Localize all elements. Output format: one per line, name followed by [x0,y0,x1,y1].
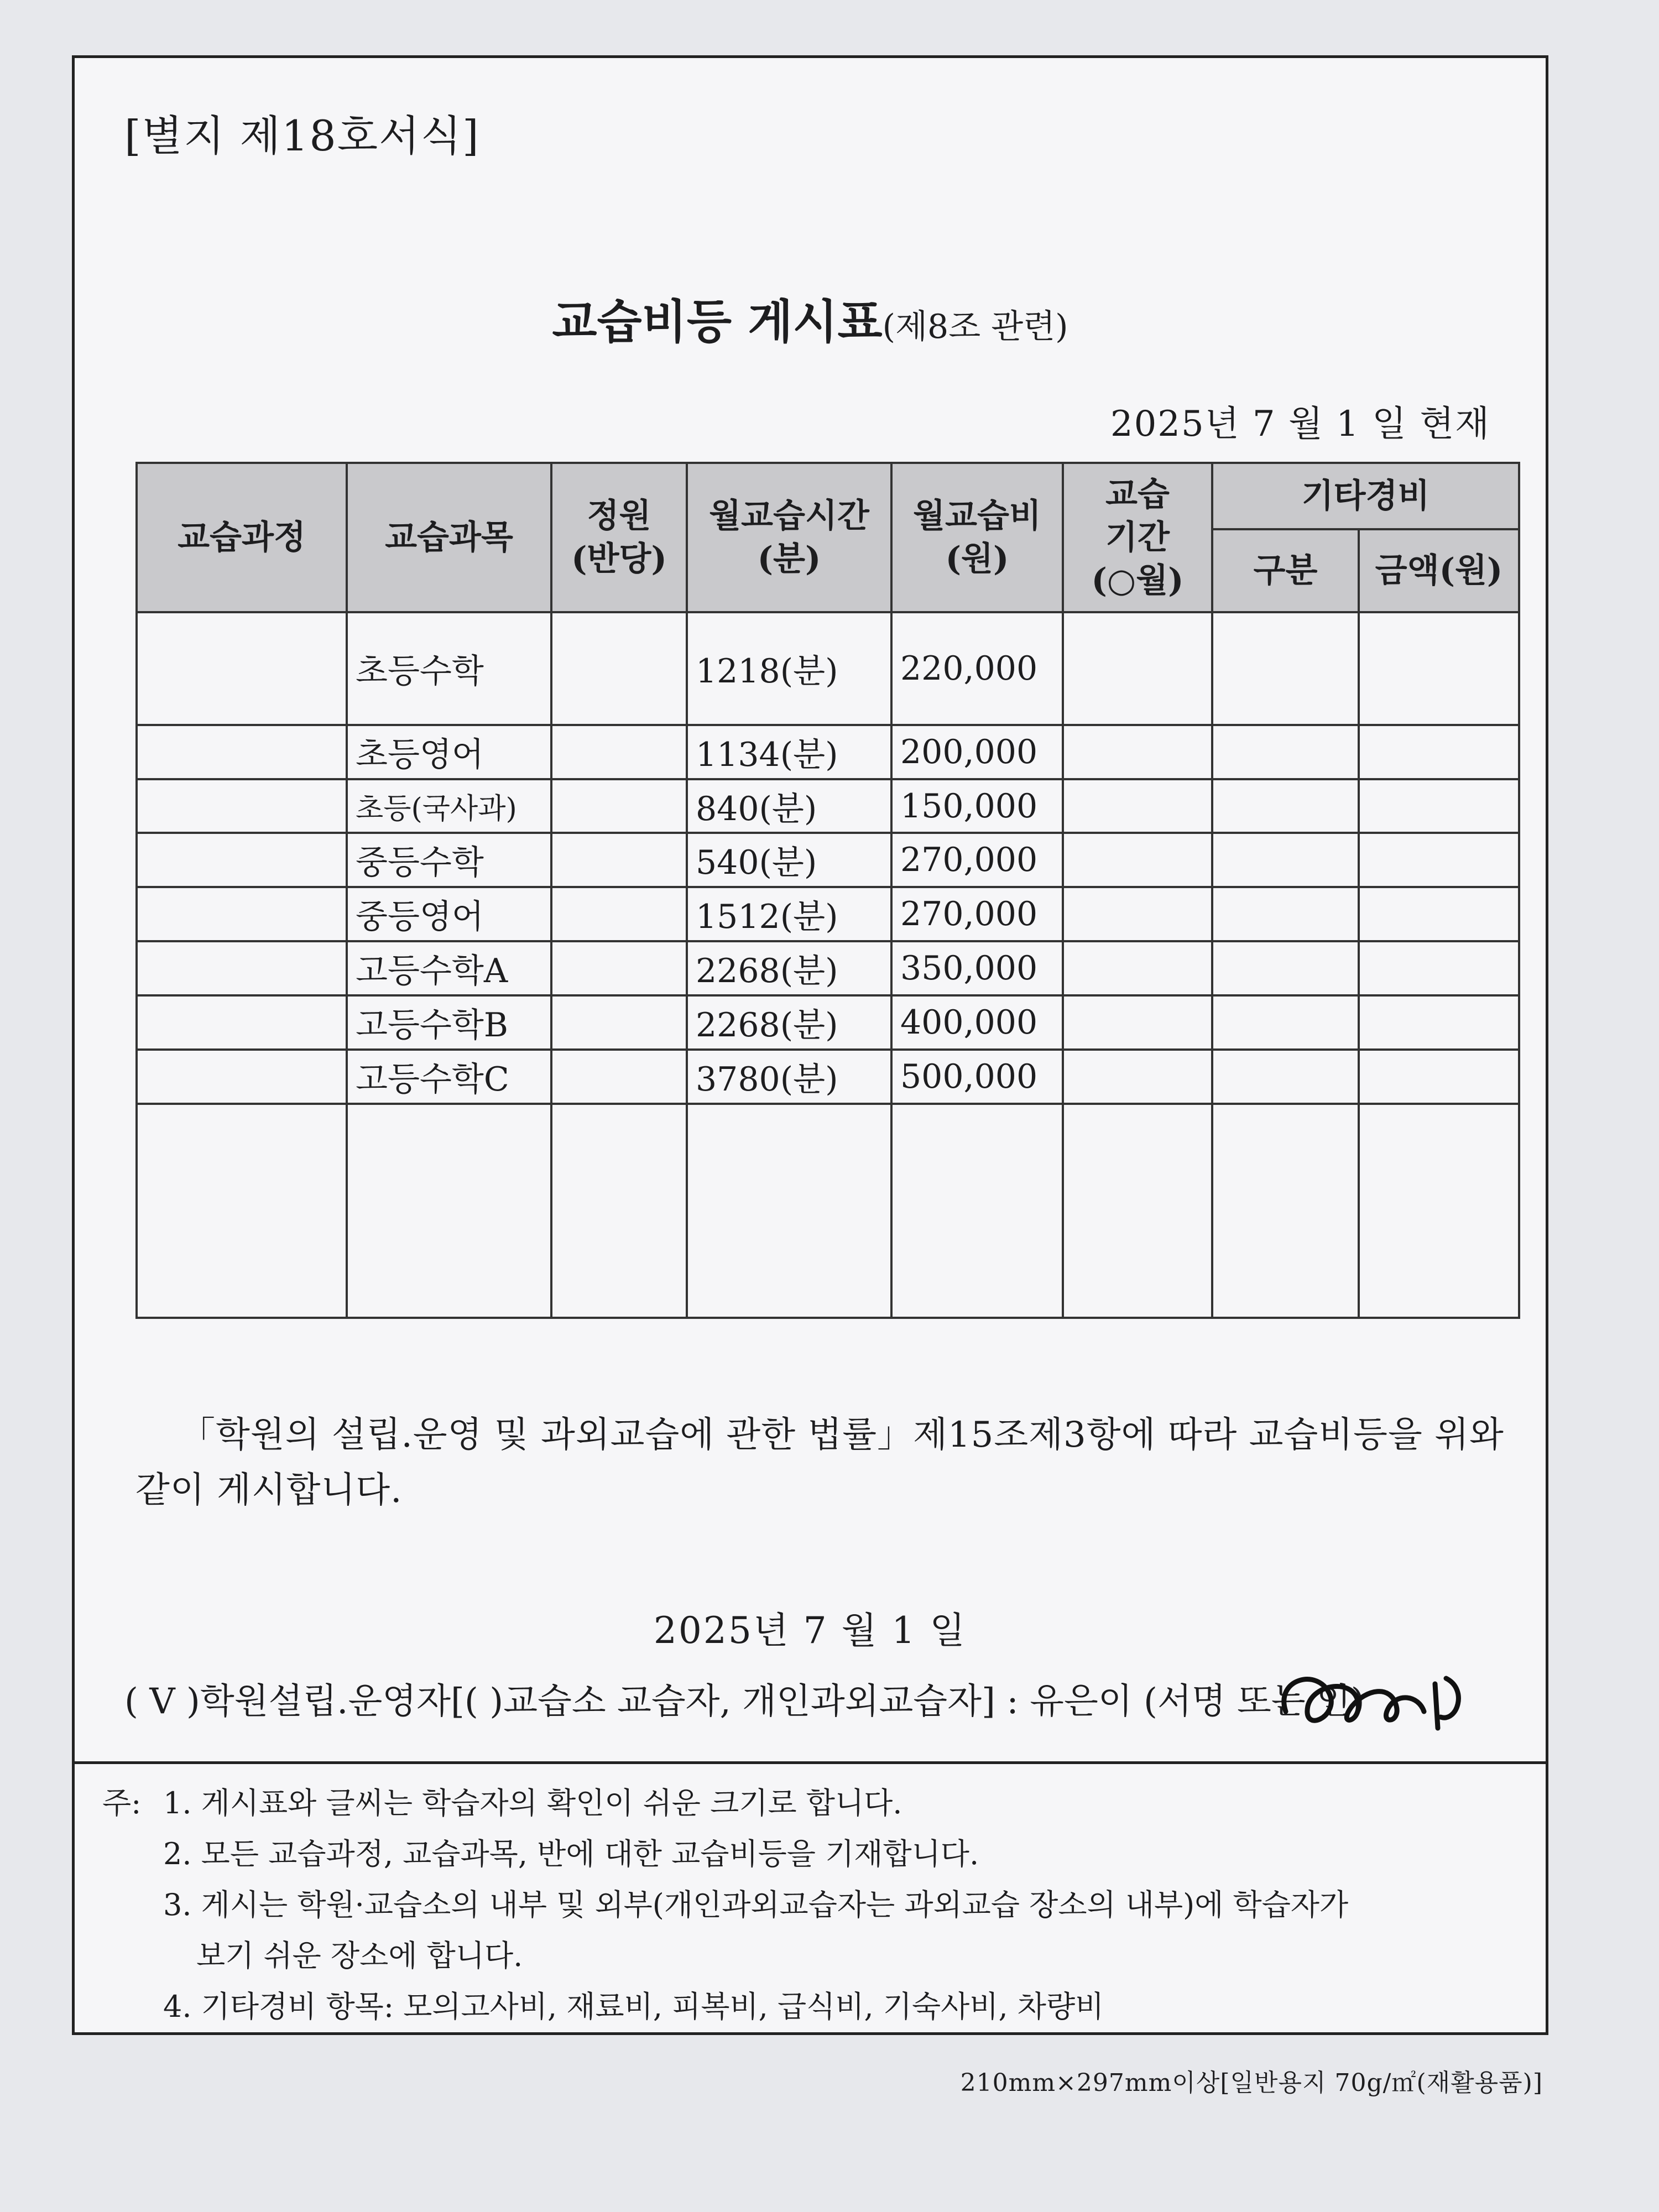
course-cell [137,941,347,995]
blank-cell [1212,1104,1359,1318]
header-monthly-fee: 월교습비 (원) [891,463,1063,612]
blank-cell [1063,1104,1212,1318]
period-cell [1063,995,1212,1050]
table-row [137,941,1519,995]
document-title [75,285,1546,352]
form-number: [별지 제18호서식] [124,111,480,160]
capacity-cell [551,833,687,887]
period-cell [1063,887,1212,941]
table-row-blank [137,1104,1519,1318]
paper-spec: 210mm×297mm이상[일반용지 70g/㎡(재활용품)] [960,2069,1543,2097]
period-cell [1063,612,1212,725]
fee-table [135,462,1520,1319]
notes-prefix: 주: [102,1786,142,1820]
other-amount-cell [1359,995,1519,1050]
fee-cell: 200,000 [891,725,1063,779]
note-3: 3. 게시는 학원·교습소의 내부 및 외부(개인과외교습자는 과외교습 장소의 내부)에 학습자가 [163,1887,1349,1922]
table-row [137,1050,1519,1104]
title-main: 교습비등 게시표 [552,294,883,349]
course-cell [137,725,347,779]
header-other-costs: 기타경비 [1212,463,1519,529]
capacity-cell [551,779,687,833]
minutes-cell: 1134(분) [687,725,891,779]
blank-cell [347,1104,551,1318]
subject-cell: 고등수학A [347,941,551,995]
table-row [137,779,1519,833]
other-type-cell [1212,995,1359,1050]
capacity-cell [551,1050,687,1104]
notes-section [102,1778,1348,2032]
handwritten-signature-icon [1269,1645,1501,1756]
subject-cell: 초등수학 [347,612,551,725]
capacity-cell [551,887,687,941]
course-cell [137,833,347,887]
title-sub: (제8조 관련) [882,307,1068,346]
table-row [137,887,1519,941]
subject-cell: 초등(국사과) [347,779,551,833]
blank-cell [1359,1104,1519,1318]
blank-cell [687,1104,891,1318]
header-monthly-hours: 월교습시간 (분) [687,463,891,612]
table-row [137,725,1519,779]
period-cell [1063,833,1212,887]
capacity-cell [551,725,687,779]
minutes-cell: 540(분) [687,833,891,887]
header-other-amount: 금액(원) [1359,529,1519,612]
fee-cell: 220,000 [891,612,1063,725]
note-4: 4. 기타경비 항목: 모의고사비, 재료비, 피복비, 급식비, 기숙사비, 차량비 [163,1989,1104,2024]
fee-cell: 400,000 [891,995,1063,1050]
fee-cell: 150,000 [891,779,1063,833]
minutes-cell: 2268(분) [687,941,891,995]
subject-cell: 중등영어 [347,887,551,941]
fee-cell: 270,000 [891,887,1063,941]
course-cell [137,887,347,941]
minutes-cell: 840(분) [687,779,891,833]
minutes-cell: 2268(분) [687,995,891,1050]
header-capacity: 정원 (반당) [551,463,687,612]
course-cell [137,779,347,833]
as-of-date: 2025년 7 월 1 일 현재 [1110,404,1490,445]
blank-cell [551,1104,687,1318]
table-row [137,833,1519,887]
table-row [137,995,1519,1050]
table-row [137,612,1519,725]
course-cell [137,1050,347,1104]
capacity-cell [551,995,687,1050]
other-amount-cell [1359,779,1519,833]
period-cell [1063,1050,1212,1104]
period-cell [1063,941,1212,995]
note-1: 1. 게시표와 글씨는 학습자의 확인이 쉬운 크기로 합니다. [163,1786,902,1820]
blank-cell [137,1104,347,1318]
minutes-cell: 3780(분) [687,1050,891,1104]
other-type-cell [1212,779,1359,833]
capacity-cell [551,612,687,725]
subject-cell: 고등수학C [347,1050,551,1104]
other-amount-cell [1359,612,1519,725]
subject-cell: 고등수학B [347,995,551,1050]
notes-divider [75,1761,1546,1764]
header-other-type: 구분 [1212,529,1359,612]
other-type-cell [1212,725,1359,779]
period-cell [1063,779,1212,833]
subject-cell: 초등영어 [347,725,551,779]
other-amount-cell [1359,941,1519,995]
other-type-cell [1212,612,1359,725]
subject-cell: 중등수학 [347,833,551,887]
other-amount-cell [1359,833,1519,887]
statement-line-1: 「학원의 설립.운영 및 과외교습에 관한 법률」제15조제3항에 따라 교습비등을 위와 [180,1415,1504,1455]
course-cell [137,995,347,1050]
other-amount-cell [1359,887,1519,941]
blank-cell [891,1104,1063,1318]
course-cell [137,612,347,725]
minutes-cell: 1218(분) [687,612,891,725]
fee-cell: 500,000 [891,1050,1063,1104]
other-type-cell [1212,1050,1359,1104]
fee-cell: 350,000 [891,941,1063,995]
statement-line-2: 같이 게시합니다. [135,1470,403,1511]
note-3-cont: 보기 쉬운 장소에 합니다. [196,1938,523,1973]
header-course: 교습과정 [137,463,347,612]
legal-statement [135,1407,1524,1518]
signature-date: 2025년 7 월 1 일 [653,1609,967,1652]
period-cell [1063,725,1212,779]
form-sheet [72,55,1548,2035]
minutes-cell: 1512(분) [687,887,891,941]
header-period: 교습 기간 (○월) [1063,463,1212,612]
other-amount-cell [1359,725,1519,779]
capacity-cell [551,941,687,995]
signature-line: ( V )학원설립.운영자[( )교습소 교습자, 개인과외교습자] : 유은이 (서명 또는 인) [124,1681,1365,1722]
header-subject: 교습과목 [347,463,551,612]
fee-cell: 270,000 [891,833,1063,887]
note-2: 2. 모든 교습과정, 교습과목, 반에 대한 교습비등을 기재합니다. [163,1837,979,1871]
other-type-cell [1212,833,1359,887]
other-type-cell [1212,941,1359,995]
other-amount-cell [1359,1050,1519,1104]
other-type-cell [1212,887,1359,941]
